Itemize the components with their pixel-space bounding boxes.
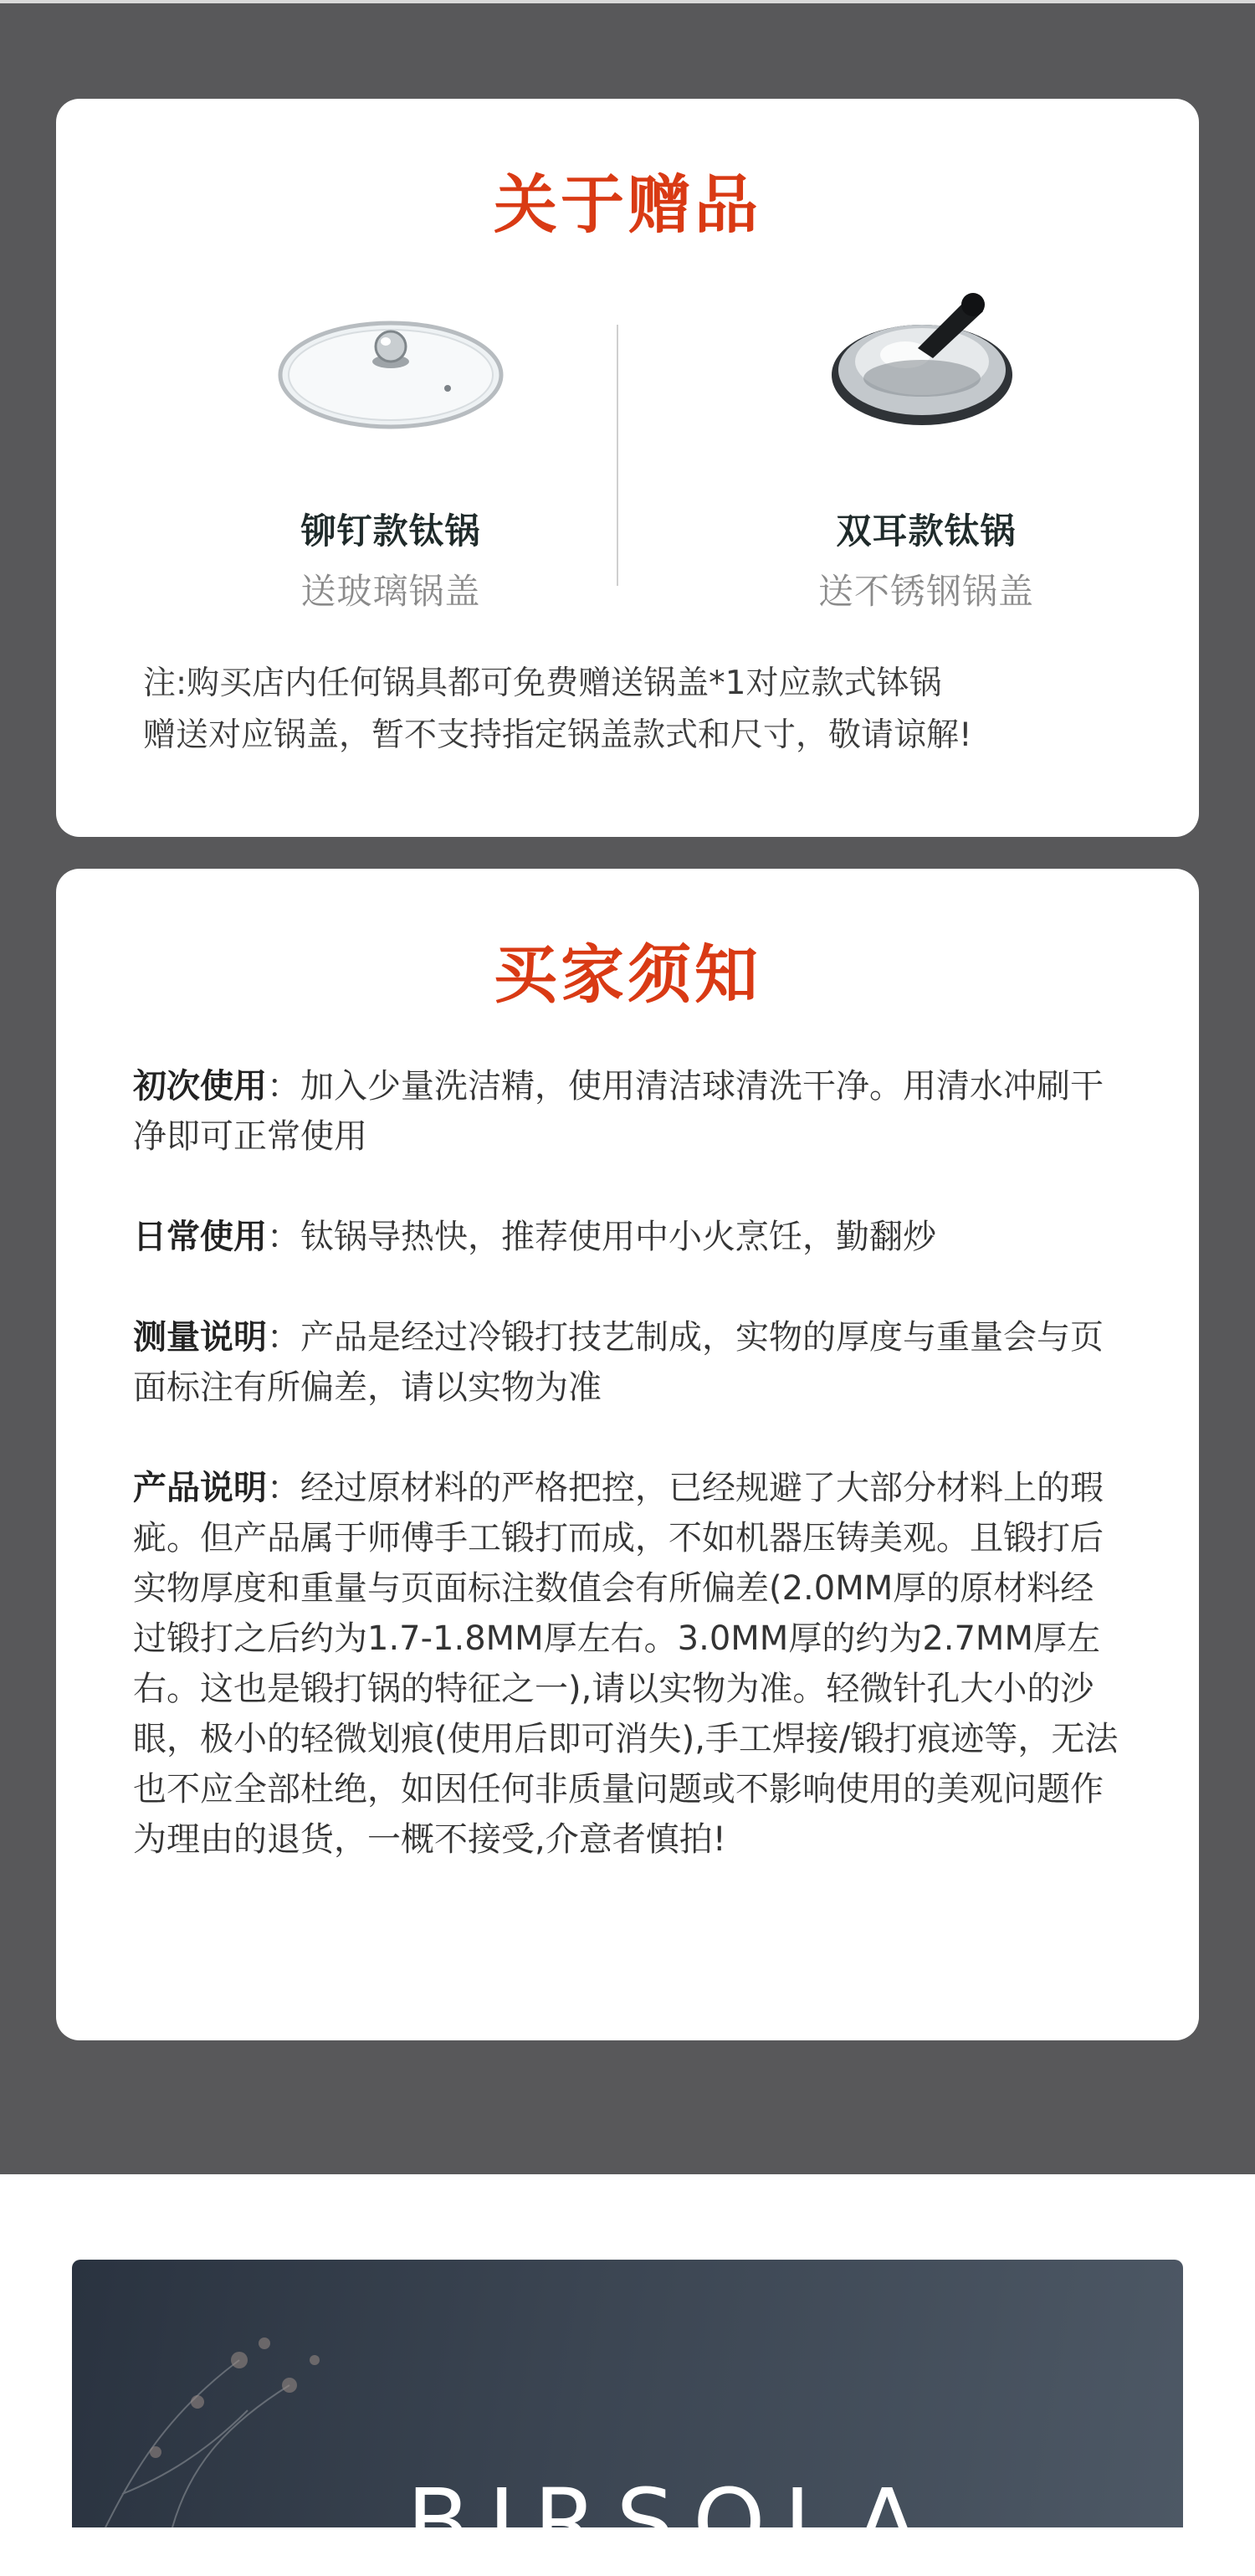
- notice-label: 产品说明: [133, 1469, 267, 1507]
- notice-label: 日常使用: [133, 1218, 267, 1256]
- gift-item-double-ear: [692, 291, 1160, 614]
- gift-note-line1: 注:购买店内任何锅具都可免费赠送锅盖*1对应款式钵锅: [143, 665, 942, 702]
- notice-text: ：加入少量洗洁精，使用清洁球清洗干净。用清水冲刷干净即可正常使用: [133, 1067, 1104, 1156]
- gift-name-riveted: 铆钉款钛锅: [300, 511, 481, 552]
- gift-note-line2: 赠送对应锅盖，暂不支持指定锅盖款式和尺寸，敬请谅解!: [143, 716, 972, 754]
- notice-text: ：经过原材料的严格把控，已经规避了大部分材料上的瑕疵。但产品属于师傅手工锻打而成，不如机器压铸美观。且锻打后实物厚度和重量与页面标注数值会有所偏差(2.0MM厚的原材料经过锻打之后约为1.7-1.8MM厚左右。3.0MM厚的约为2.7MM厚左右。这也是锻打锅的特征之一),请以实物为准。轻微针孔大小的沙眼，极小的轻微划痕(使用后即可消失),手工焊接/锻打痕迹等，无法也不应全部杜绝，如因任何非质量问题或不影响使用的美观问题作为理由的退货，一概不接受,介意者慎拍!: [133, 1469, 1119, 1859]
- gift-card: [56, 99, 1199, 837]
- notice-card: [56, 869, 1199, 2040]
- notice-text: ：钛锅导热快，推荐使用中小火烹饪，勤翻炒: [267, 1218, 936, 1256]
- notice-body: [133, 1061, 1120, 1915]
- gift-name-double-ear: 双耳款钛锅: [836, 511, 1017, 552]
- notice-label: 测量说明: [133, 1318, 267, 1357]
- notice-label: 初次使用: [133, 1067, 267, 1106]
- notice-item-product: [133, 1463, 1120, 1865]
- notice-item-measurement: [133, 1312, 1120, 1413]
- notice-title: 买家须知: [494, 937, 761, 1012]
- gift-sub-riveted: 送玻璃锅盖: [300, 571, 481, 612]
- notice-item-first-use: [133, 1061, 1120, 1162]
- steel-lid-icon: [692, 291, 1160, 434]
- gift-title: 关于赠品: [494, 167, 761, 242]
- brand-name: BIRSOLA: [407, 2469, 937, 2576]
- brand-banner: [72, 2260, 1183, 2576]
- notice-item-daily-use: [133, 1212, 1120, 1262]
- gift-note: [143, 658, 1130, 762]
- gift-item-riveted: [156, 291, 625, 614]
- notice-text: ：产品是经过冷锻打技艺制成，实物的厚度与重量会与页面标注有所偏差，请以实物为准: [133, 1318, 1104, 1407]
- gift-divider: [617, 325, 618, 586]
- top-divider: [0, 0, 1255, 3]
- gift-sub-double-ear: 送不锈钢锅盖: [817, 571, 1034, 612]
- glass-lid-icon: [156, 291, 625, 434]
